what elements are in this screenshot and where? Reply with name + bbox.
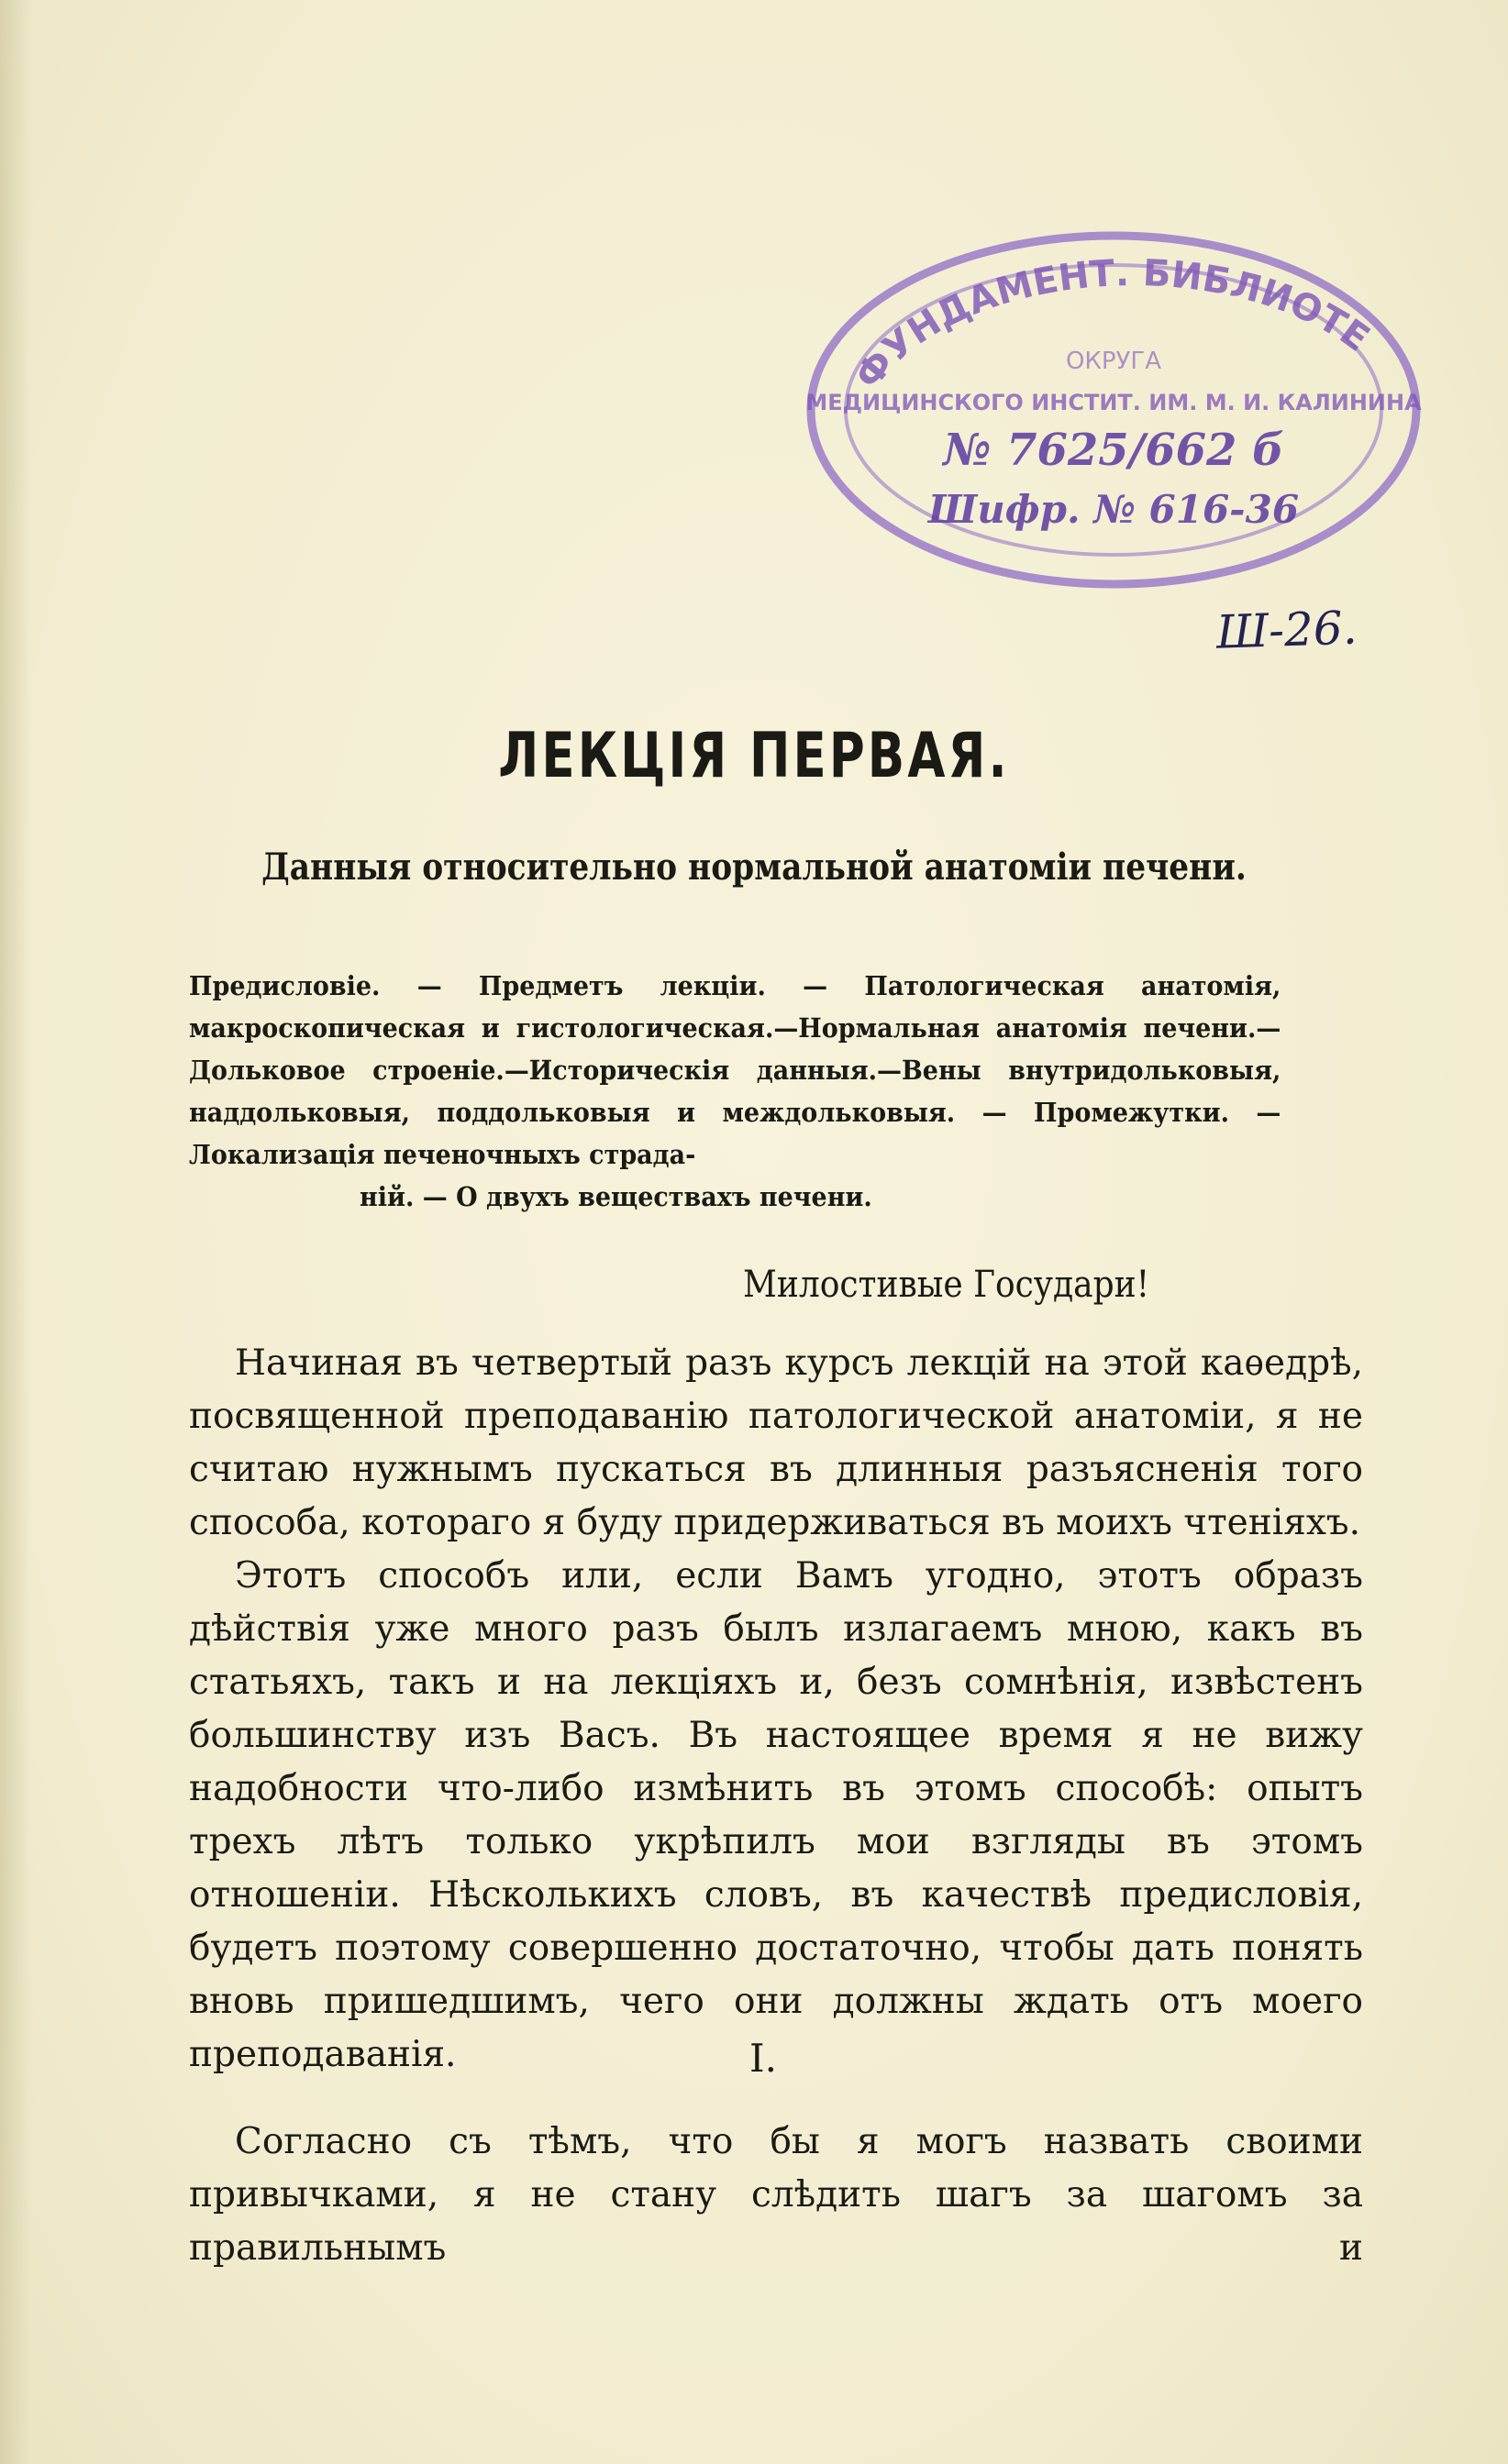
section-number: I.	[749, 2036, 777, 2081]
library-stamp	[796, 213, 1431, 598]
page-gutter-shadow	[0, 0, 31, 2464]
lecture-subtitle: Данныя относительно нормальной анатоміи печени.	[261, 845, 1247, 889]
paragraph-3: Согласно съ тѣмъ, что бы я могъ назвать своими привычками, я не стану слѣдить шагъ за шагомъ за правильнымъ и	[189, 2121, 1363, 2269]
body-text	[189, 1337, 1363, 2082]
body-text-section-1	[189, 2116, 1363, 2275]
stamp-inventory-number: № 7625/662 б	[943, 425, 1284, 476]
summary-last-line: ній. — О двухъ веществахъ печени.	[360, 1181, 872, 1212]
lecture-title: ЛЕКЦІЯ ПЕРВАЯ.	[498, 720, 1010, 792]
handwritten-note: Ш-26.	[1215, 601, 1358, 659]
paragraph-1: Начиная въ четвертый разъ курсъ лекцій на этой каѳедрѣ, посвященной преподаванію патологической анатоміи, я не считаю нужнымъ пускаться въ длинныя разъясненія того способа, котораго я буду придерживаться въ моихъ чтеніяхъ.	[189, 1342, 1363, 1543]
summary-text: Предисловіе. — Предметъ лекціи. — Патологическая анатомія, макроскопическая и гистологическая.—Нормальная анатомія печени.—Дольковое строеніе.—Историческія данныя.—Вены внутридольковыя, наддольковыя, поддольковыя и междольковыя. — Промежутки. — Локализація печеночныхъ страда-	[189, 970, 1281, 1170]
stamp-shelf-code: Шифр. № 616-36	[927, 487, 1300, 532]
stamp-arc-text: ФУНДАМЕНТ. БИБЛИОТЕ	[847, 252, 1378, 398]
stamp-line-2: МЕДИЦИНСКОГО ИНСТИТ. ИМ. М. И. КАЛИНИНА	[805, 390, 1422, 415]
stamp-line-1: ОКРУГА	[1065, 348, 1162, 375]
lecture-summary	[189, 965, 1281, 1218]
paragraph-2: Этотъ способъ или, если Вамъ угодно, этотъ образъ дѣйствія уже много разъ былъ излагаемъ мною, какъ въ статьяхъ, такъ и на лекціяхъ и, безъ сомнѣнія, извѣстенъ большинству изъ Васъ. Въ настоящее время я не вижу надобности что-либо измѣнить въ этомъ способѣ: опытъ трехъ лѣтъ только укрѣпилъ мои взгляды въ этомъ отношеніи. Нѣсколькихъ словъ, въ качествѣ предисловія, будетъ поэтому совершенно достаточно, чтобы дать понять вновь пришедшимъ, чего они должны ждать отъ моего преподаванія.	[189, 1555, 1363, 2075]
salutation: Милостивые Государи!	[743, 1264, 1150, 1306]
